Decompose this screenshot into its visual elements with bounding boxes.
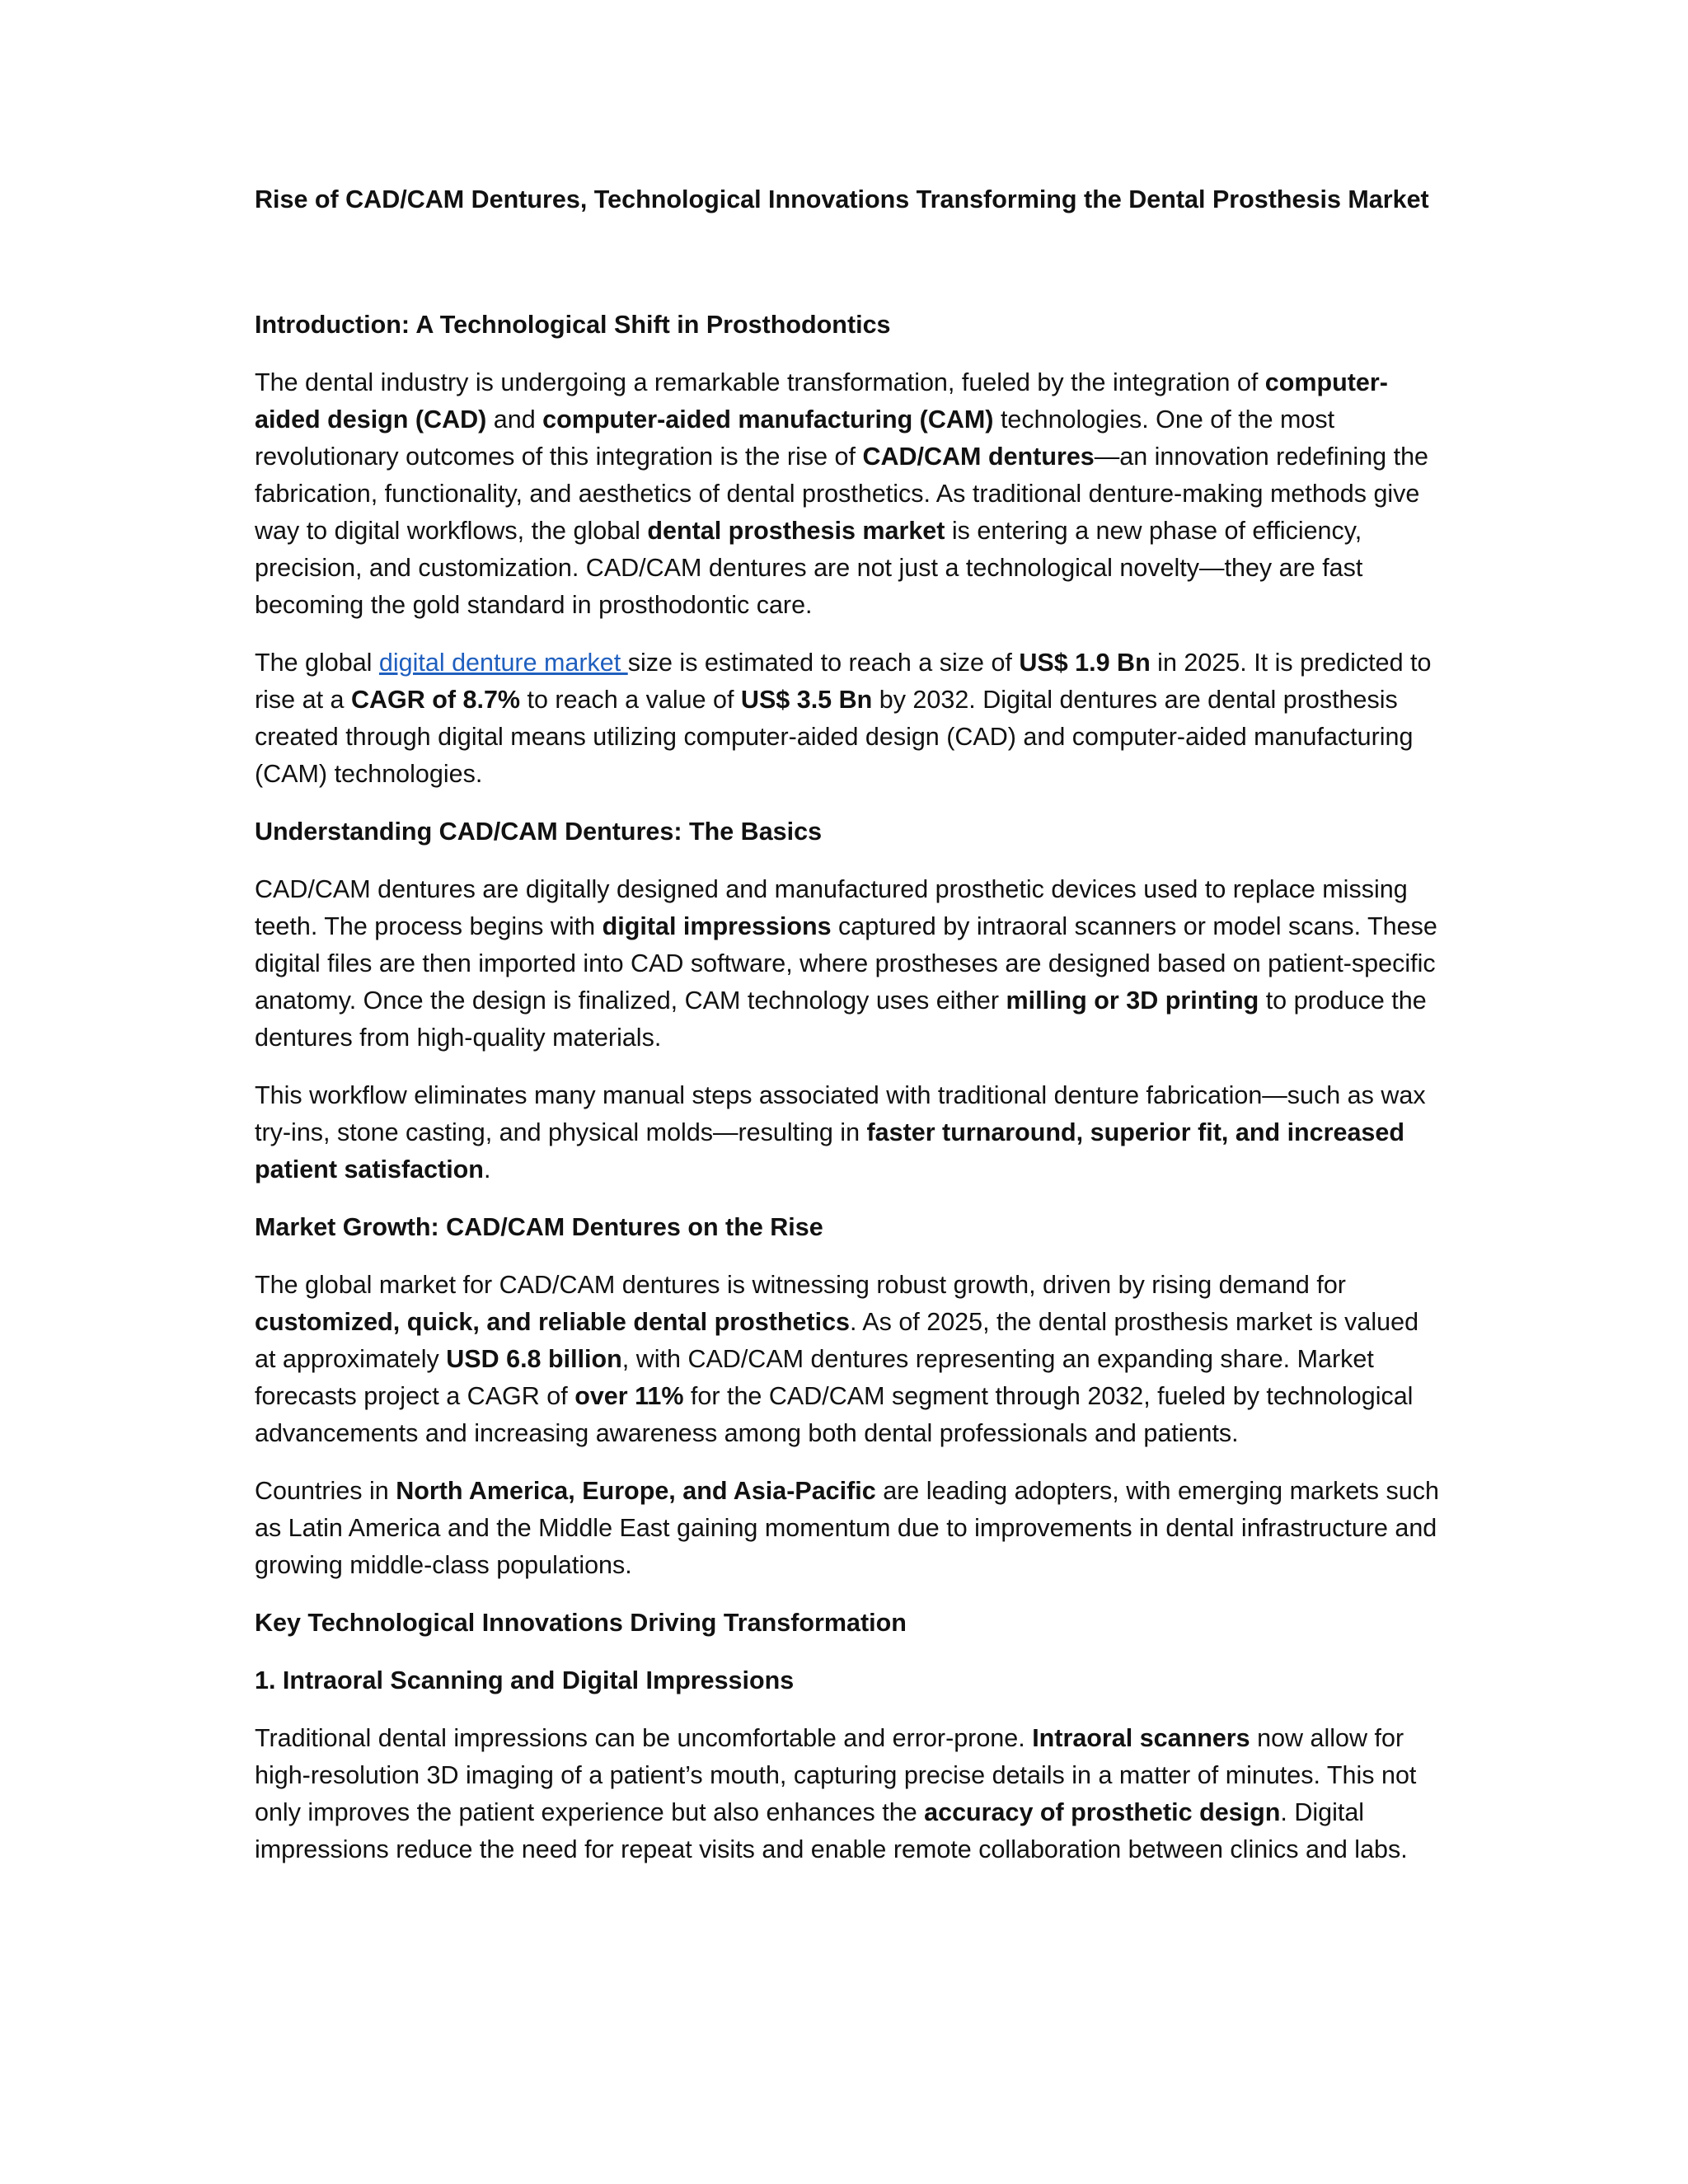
bold-text: faster turnaround, superior fit, and increased patient satisfaction [255, 1118, 1404, 1183]
bold-text: customized, quick, and reliable dental prosthetics [255, 1308, 851, 1336]
text-run: are leading adopters, with emerging markets such as Latin America and the Middle East gaining momentum due to improvements in dental infrastructure and growing middle-class populations. [255, 1477, 1439, 1579]
text-run: This workflow eliminates many manual steps associated with traditional denture fabrication—such as wax try-ins, stone casting, and physical molds—resulting in [255, 1081, 1426, 1146]
text-run: captured by intraoral scanners or model scans. These digital files are then imported into CAD software, where prostheses are designed based on patient-specific anatomy. Once the design is finalized, CAM technology uses either [255, 912, 1437, 1015]
bold-text: digital impressions [602, 912, 832, 940]
text-run: . [483, 1155, 491, 1183]
bold-text: Intraoral scanners [1032, 1724, 1250, 1752]
text-run: CAD/CAM dentures are digitally designed and manufactured prosthetic devices used to replace missing teeth. The process begins with [255, 875, 1408, 940]
text-run: technologies. One of the most revolutionary outcomes of this integration is the rise of [255, 405, 1335, 471]
text-run: . Digital impressions reduce the need for repeat visits and enable remote collaboration between clinics and labs. [255, 1798, 1408, 1863]
section-heading: Understanding CAD/CAM Dentures: The Basics [255, 818, 823, 846]
bold-text: North America, Europe, and Asia-Pacific [396, 1477, 876, 1505]
text-run: The dental industry is undergoing a remarkable transformation, fueled by the integration of [255, 368, 1265, 396]
bold-text: US$ 3.5 Bn [740, 686, 873, 714]
section-heading: 1. Intraoral Scanning and Digital Impressions [255, 1666, 795, 1694]
text-run: Traditional dental impressions can be uncomfortable and error-prone. [255, 1724, 1033, 1752]
paragraph [255, 1077, 1442, 1188]
bold-text: CAD/CAM dentures [862, 443, 1095, 471]
digital-denture-market-link[interactable]: digital denture market [378, 649, 628, 677]
paragraph [255, 364, 1442, 624]
text-run: —an innovation redefining the fabrication, functionality, and aesthetics of dental prosthetics. As traditional denture-making methods give way to digital workflows, the global [255, 443, 1429, 545]
document-title: Rise of CAD/CAM Dentures, Technological Innovations Transforming the Dental Prosthesis Market [255, 185, 1429, 213]
bold-text: accuracy of prosthetic design [924, 1798, 1281, 1826]
bold-text: milling or 3D printing [1006, 987, 1259, 1015]
section-heading: Key Technological Innovations Driving Transformation [255, 1609, 907, 1637]
bold-text: US$ 1.9 Bn [1019, 649, 1151, 677]
document-sections [255, 307, 1442, 1868]
text-run: in 2025. It is predicted to rise at a [255, 649, 1432, 714]
text-run: is entering a new phase of efficiency, precision, and customization. CAD/CAM dentures are not just a technological novelty—they are fast becoming the gold standard in prosthodontic care. [255, 517, 1363, 619]
document-body [255, 181, 1442, 1889]
paragraph [255, 871, 1442, 1057]
text-run: size is estimated to reach a size of [627, 649, 1020, 677]
text-run: , with CAD/CAM dentures representing an expanding share. Market forecasts project a CAGR of [255, 1345, 1374, 1410]
text-run: Countries in [255, 1477, 396, 1505]
text-run: The global [255, 649, 379, 677]
text-run: to produce the dentures from high-quality materials. [255, 987, 1427, 1052]
bold-text: computer-aided design (CAD) [255, 368, 1388, 434]
section-heading: Introduction: A Technological Shift in Prosthodontics [255, 311, 891, 339]
bold-text: over 11% [574, 1382, 684, 1410]
paragraph [255, 1473, 1442, 1584]
text-run: . As of 2025, the dental prosthesis market is valued at approximately [255, 1308, 1419, 1373]
paragraph [255, 1267, 1442, 1452]
text-run: by 2032. Digital dentures are dental prosthesis created through digital means utilizing computer-aided design (CAD) and computer-aided manufacturing (CAM) technologies. [255, 686, 1414, 788]
bold-text: dental prosthesis market [647, 517, 945, 545]
text-run: and [486, 405, 543, 434]
section-heading: Market Growth: CAD/CAM Dentures on the Rise [255, 1213, 823, 1241]
paragraph [255, 1720, 1442, 1868]
paragraph [255, 644, 1442, 793]
text-run: The global market for CAD/CAM dentures is witnessing robust growth, driven by rising demand for [255, 1271, 1346, 1299]
text-run: for the CAD/CAM segment through 2032, fueled by technological advancements and increasing awareness among both dental professionals and patients. [255, 1382, 1414, 1447]
text-run: now allow for high-resolution 3D imaging of a patient’s mouth, capturing precise details in a matter of minutes. This not only improves the patient experience but also enhances the [255, 1724, 1417, 1826]
bold-text: CAGR of 8.7% [350, 686, 521, 714]
text-run: to reach a value of [520, 686, 741, 714]
bold-text: USD 6.8 billion [446, 1345, 622, 1373]
bold-text: computer-aided manufacturing (CAM) [542, 405, 994, 434]
